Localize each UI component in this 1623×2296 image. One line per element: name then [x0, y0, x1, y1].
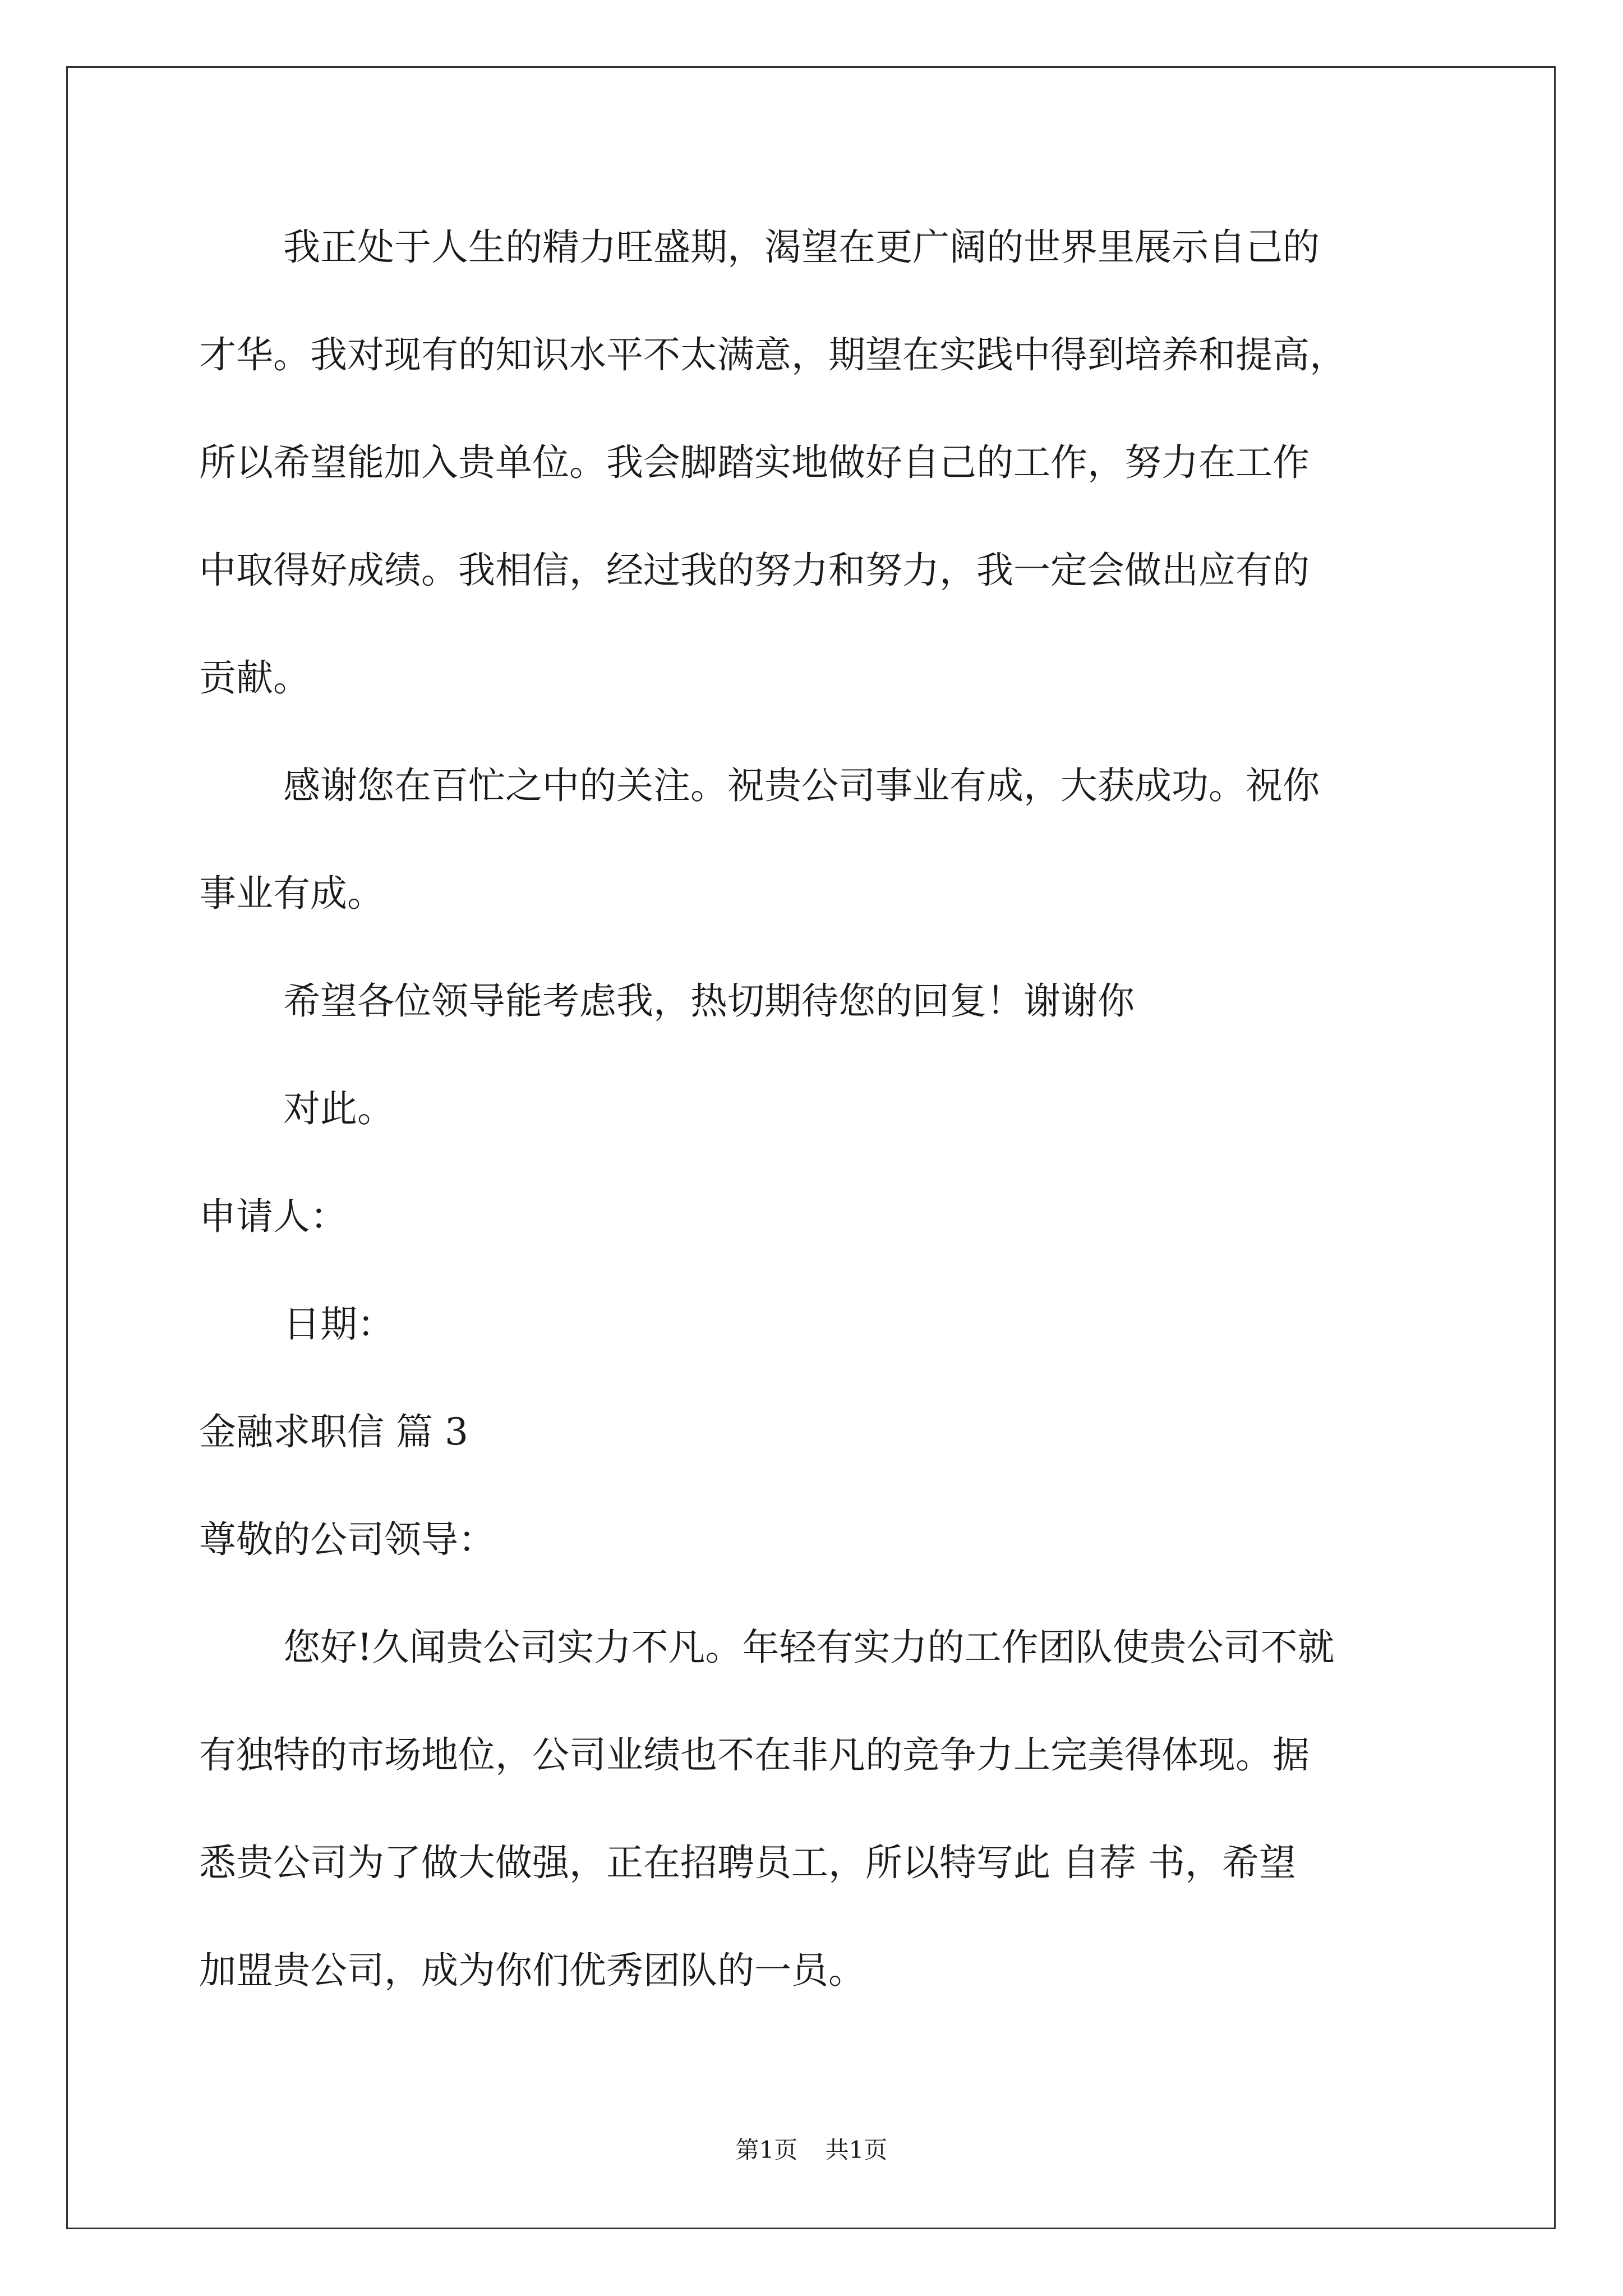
paragraph-line: 感谢您在百忙之中的关注。祝贵公司事业有成，大获成功。祝你: [283, 764, 1320, 807]
salutation: 尊敬的公司领导：: [199, 1518, 495, 1561]
paragraph-line: 才华。我对现有的知识水平不太满意，期望在实践中得到培养和提高，: [199, 333, 1347, 376]
paragraph-line: 悉贵公司为了做大做强，正在招聘员工，所以特写此 自荐 书，希望: [199, 1841, 1296, 1884]
date-label: 日期：: [283, 1303, 394, 1346]
paragraph-line: 贡献。: [199, 656, 310, 700]
paragraph-line: 加盟贵公司，成为你们优秀团队的一员。: [199, 1949, 865, 1992]
paragraph-line: 所以希望能加入贵单位。我会脚踏实地做好自己的工作，努力在工作: [199, 441, 1310, 484]
paragraph-line: 中取得好成绩。我相信，经过我的努力和努力，我一定会做出应有的: [199, 549, 1310, 592]
paragraph-line: 有独特的市场地位，公司业绩也不在非凡的竞争力上完美得体现。据: [199, 1733, 1310, 1777]
paragraph-line: 对此。: [283, 1087, 394, 1130]
paragraph-line: 希望各位领导能考虑我，热切期待您的回复！谢谢你: [283, 979, 1135, 1023]
page-footer: [0, 2132, 1623, 2165]
paragraph-line: 事业有成。: [199, 872, 384, 915]
applicant-label: 申请人：: [199, 1195, 347, 1238]
page-number: 第1页: [735, 2136, 798, 2164]
page-total: 共1页: [825, 2136, 888, 2164]
paragraph-line: 我正处于人生的精力旺盛期，渴望在更广阔的世界里展示自己的: [283, 226, 1320, 269]
section-title: 金融求职信 篇 3: [199, 1410, 468, 1453]
page-border: [66, 66, 1556, 2229]
paragraph-line: 您好!久闻贵公司实力不凡。年轻有实力的工作团队使贵公司不就: [283, 1626, 1335, 1669]
